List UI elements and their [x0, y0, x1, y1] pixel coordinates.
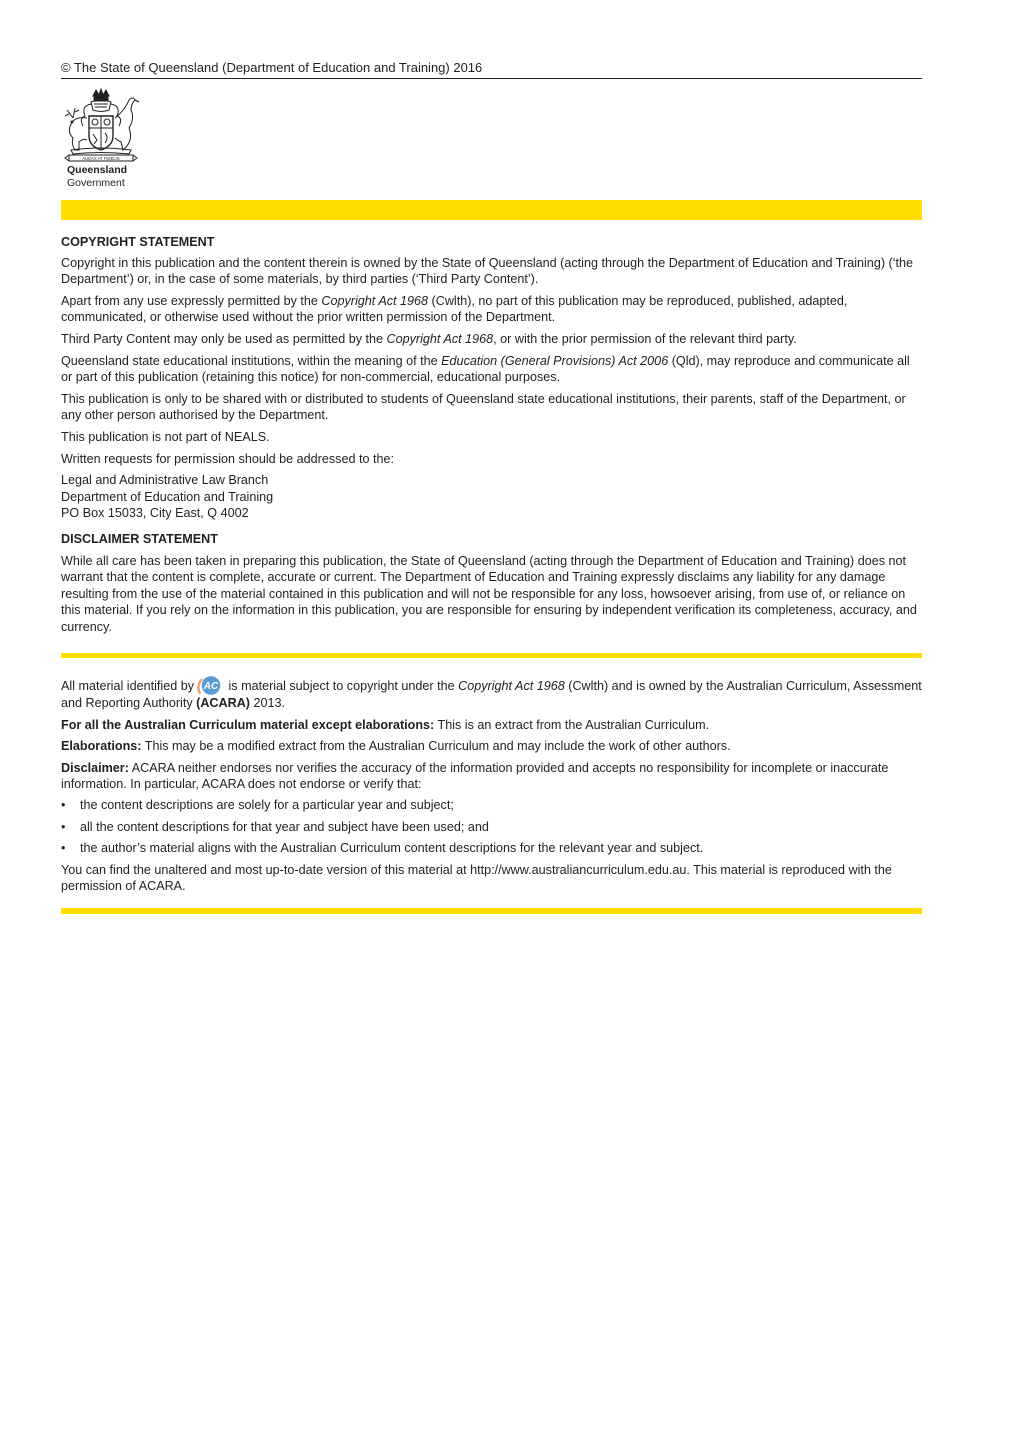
address-line-1: Legal and Administrative Law Branch — [61, 473, 269, 488]
middle-accent-bar — [61, 653, 922, 658]
act-title: Copyright Act 1968 — [386, 331, 494, 346]
logo-name: Queensland — [67, 164, 128, 176]
acara-paragraph-5: You can find the unaltered and most up-to-date version of this material at http://www.australiancurriculum.edu.au. This material is reproduced with the permission of ACARA. — [61, 862, 892, 894]
bullet-glyph: • — [61, 797, 66, 812]
copyright-paragraph-5: This publication is only to be shared with or distributed to students of Queensland state educational institutions, their parents, staff of the Department, or any other person authorised by the Department. — [61, 391, 906, 423]
copyright-header: © The State of Queensland (Department of Education and Training) 2016 — [61, 60, 483, 75]
logo-subtitle: Government — [67, 177, 125, 189]
acara-paragraph-3 — [61, 738, 922, 755]
bold-lead: For all the Australian Curriculum material except elaborations: — [61, 717, 435, 732]
bullet-glyph: • — [61, 841, 66, 856]
bottom-accent-bar — [61, 908, 922, 914]
copyright-paragraph-3 — [61, 331, 922, 348]
text-run: All material identified by — [61, 679, 194, 693]
text-run: Queensland state educational institutions, within the meaning of the — [61, 353, 442, 368]
list-item — [61, 797, 922, 814]
text-run: (Qld), may reproduce and communicate all or part of this publication (retaining this notice) for non-commercial, educational purposes. — [61, 353, 910, 385]
list-item — [61, 840, 922, 857]
list-item-text: the author’s material aligns with the Australian Curriculum content descriptions for the relevant year and subject. — [80, 841, 704, 856]
copyright-paragraph-6: This publication is not part of NEALS. — [61, 429, 270, 444]
text-run: This may be a modified extract from the Australian Curriculum and may include the work of other authors. — [141, 739, 731, 754]
text-run: ACARA neither endorses nor verifies the accuracy of the information provided and accepts no responsibility for incomplete or inaccurate information. In particular, ACARA does not endorse or verify that: — [61, 760, 889, 792]
text-run: (Cwlth) and is owned by the Australian Curriculum, Assessment and Reporting Authority — [61, 679, 922, 710]
copyright-paragraph-1: Copyright in this publication and the content therein is owned by the State of Queensland (acting through the Department of Education and Training) (‘the Department’) or, in the case of some materials, by third parties (‘Third Party Content’). — [61, 255, 914, 287]
bullet-glyph: • — [61, 819, 66, 834]
copyright-heading: COPYRIGHT STATEMENT — [61, 235, 215, 249]
bold-lead: Disclaimer: — [61, 760, 129, 775]
acara-section — [61, 676, 922, 895]
disclaimer-heading: DISCLAIMER STATEMENT — [61, 531, 218, 546]
copyright-section — [61, 234, 922, 635]
acara-paragraph-4 — [61, 760, 922, 793]
address-line-3: PO Box 15033, City East, Q 4002 — [61, 506, 249, 521]
text-run: 2013. — [250, 696, 286, 710]
text-run: (Cwlth), no part of this publication may be reproduced, published, adapted, communicated, or otherwise used without the prior written permission of the Department. — [61, 293, 848, 325]
header-rule — [61, 78, 922, 79]
copyright-paragraph-4 — [61, 353, 922, 386]
top-accent-bar — [61, 200, 922, 220]
copyright-paragraph-7: Written requests for permission should be addressed to the: — [61, 451, 394, 466]
text-run: Third Party Content may only be used as permitted by the — [61, 331, 387, 346]
list-item-text: the content descriptions are solely for a particular year and subject; — [80, 797, 454, 812]
ac-badge-text: AC — [203, 681, 219, 693]
act-title: Copyright Act 1968 — [321, 293, 429, 308]
text-run: Apart from any use expressly permitted by the — [61, 293, 322, 308]
text-run: , or with the prior permission of the relevant third party. — [493, 331, 797, 346]
act-title: Copyright Act 1968 — [458, 679, 565, 693]
text-run: This is an extract from the Australian Curriculum. — [434, 717, 710, 732]
bold-lead: Elaborations: — [61, 739, 142, 754]
acara-abbrev: (ACARA) — [196, 696, 250, 710]
list-item-text: all the content descriptions for that year and subject have been used; and — [80, 819, 489, 834]
list-item — [61, 819, 922, 836]
act-title: Education (General Provisions) Act 2006 — [441, 353, 669, 368]
address-line-2: Department of Education and Training — [61, 489, 274, 504]
copyright-paragraph-2 — [61, 293, 922, 326]
text-run: is material subject to copyright under the — [225, 679, 459, 693]
australian-curriculum-icon — [196, 676, 222, 695]
disclaimer-paragraph: While all care has been taken in preparing this publication, the State of Queensland (acting through the Department of Education and Training) does not warrant that the content is complete, accurate or current. The Department of Education and Training expressly disclaims any liability for any damage resulting from the use of the material contained in this publication and will not be responsible for any loss, howsoever arising, from use of, or reliance on this material. If you rely on the information in this publication, you are responsible for ensuring by independent verification its completeness, accuracy, and currency. — [61, 553, 917, 634]
acara-paragraph-2 — [61, 717, 922, 734]
motto-scroll-text: AUDAX AT FIDELIS — [82, 156, 120, 161]
acara-paragraph-1 — [61, 676, 922, 712]
